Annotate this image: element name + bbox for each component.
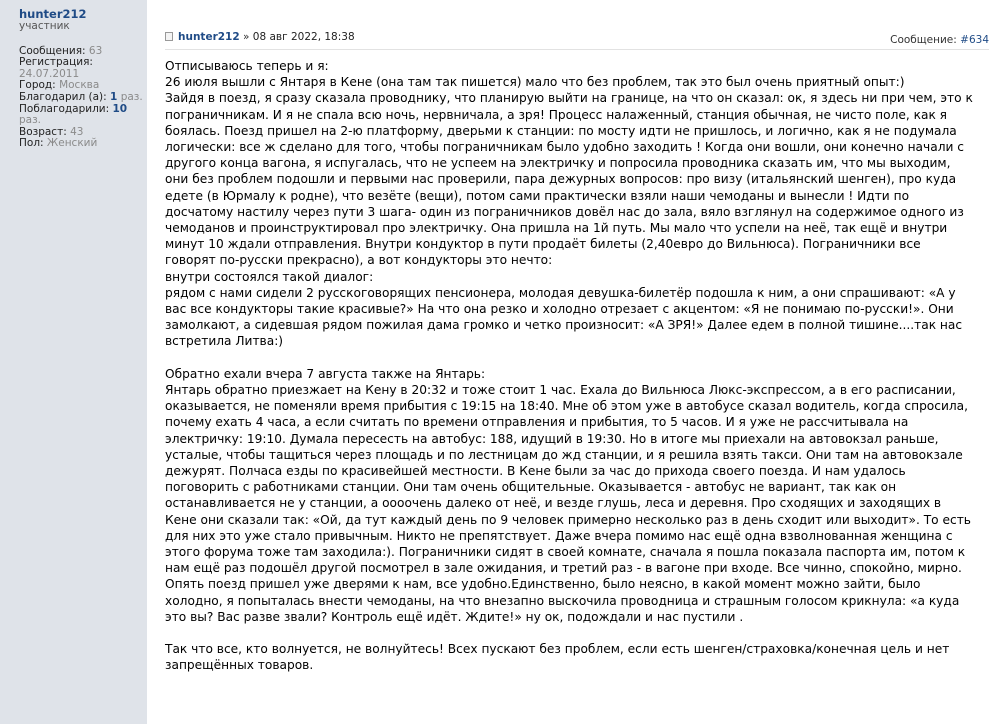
messages-label: Сообщения: <box>19 44 86 57</box>
thanked-label: Благодарил (а): <box>19 90 107 103</box>
post-paragraph: Так что все, кто волнуется, не волнуйтесь! Всех пускают без проблем, если есть шенген/страховка/конечная цель и нет запрещённых товаров. <box>165 642 950 673</box>
post-date: 08 авг 2022, 18:38 <box>252 31 355 43</box>
gender-value: Женский <box>46 137 98 150</box>
post-header <box>165 30 989 50</box>
author-rank: участник <box>19 20 70 32</box>
author-got-thanks <box>19 104 143 127</box>
thanked-unit: раз. <box>120 90 143 103</box>
post-body <box>147 0 1000 724</box>
paragraph-group-3 <box>165 641 975 673</box>
message-number-link[interactable]: #634 <box>960 34 989 46</box>
author-gender <box>19 138 143 150</box>
post-paragraph: Отписываюсь теперь и я: <box>165 59 329 73</box>
paragraph-group-2 <box>165 366 975 625</box>
author-registered <box>19 57 143 80</box>
post-author-link[interactable]: hunter212 <box>178 31 240 43</box>
messages-value: 63 <box>88 44 103 57</box>
age-label: Возраст: <box>19 125 67 138</box>
city-value: Москва <box>59 79 100 92</box>
post-content <box>165 58 975 674</box>
post-document-icon[interactable] <box>165 32 173 41</box>
post-number <box>890 34 989 47</box>
city-label: Город: <box>19 79 56 92</box>
meta-separator: » <box>243 31 250 43</box>
post-paragraph: 26 июля вышли с Янтаря в Кене (она там так пишется) мало что без проблем, так это был очень приятный опыт:) <box>165 75 905 90</box>
post-paragraph: Янтарь обратно приезжает на Кену в 20:32 и тоже стоит 1 час. Ехала до Вильнюса Люкс-экспрессом, а в его расписании, оказывается, не поменяли время прибытия с 19:15 на 18:40. Мне об этом уже в автобусе сказал водитель, когда спросила, почему ехать 4 часа, а если считать по времени отправления и прибытия, то 5 часов. И я уже не рассчитывала на электричку: 19:10. Думала пересесть на автобус: 188, идущий в 19:30. Но в итоге мы приехали на автовокзал раньше, усталые, чтобы тащиться через площадь и по лестницам до жд станции, и я решила взять такси. Они там на автовокзале дежурят. Полчаса езды по красивейшей местности. В Кене были за час до прихода своего поезда. И нам удалось поговорить с работниками станции. Они там очень общительные. Оказывается - автобус не вариант, так как он останавливается не у станции, а оооочень далеко от неё, и везде глушь, леса и деревня. Про сходящих и заходящих в Кене они сказали так: «Ой, да тут каждый день по 9 человек примерно несколько раз в день сходит или выходит». То есть для них это уже стало привычным. Никто не препятствует. Даже вчера помимо нас ещё одна взволнованная женщина с этого форума тоже там заходила:). Пограничники сидят в своей комнате, сначала я пошла показала паспорта им, потом к нам ещё раз подошёл другой посмотрел в зале ожидания, и третий раз - в вагоне при входе. Все чинно, спокойно, мирно. Опять поезд пришел уже дверями к нам, все удобно.Единственно, было неясно, в какой момент можно зайти, было холодно, я попыталась внести чемоданы, на что внезапно выскочила проводница и страшным голосом крикнула: «а куда это вы? Вас разве звали? Контроль ещё идёт. Ждите!» ну ок, подождали и нас пустили . <box>165 383 971 624</box>
age-value: 43 <box>70 125 84 138</box>
thanked-value-link[interactable]: 1 <box>110 90 118 103</box>
post-paragraph: Зайдя в поезд, я сразу сказала проводнику, что планирую выйти на границе, на что он сказал: ок, я здесь ни при чем, это к пограничникам. И я не спала всю ночь, нервничала, а зря! Процесс налаженный, станция обычная, не чисто поле, как я боялась. Поезд пришел на 2-ю платформу, дверьми к станции: по мосту идти не пришлось, и логично, как я не подумала логически: все ж сделано для того, чтобы пограничникам было удобно заходить ! Когда они вошли, они конечно начали с другого конца вагона, я испугалась, что не успеем на электричку и попросила проводника сказать им, что мы выходим, они без проблем подошли и первыми нас проверили, пара дежурных вопросов: про визу (итальянский шенген), про куда едете (в Юрмалу к родне), что везёте (вещи), потом сами практически взяли наши чемоданы и вынесли ! Идти по досчатому настилу через пути 3 шага- один из пограничников довёл нас до зала, вяло взглянул на содержимое одного из чемоданов и проинструктировал про электричку. Она пришла на 1й путь. Мы мало что успели на неё, так ещё и внутри минут 10 ждали отправления. Внутри кондуктор в пути продаёт билеты (2,40евро до Вильнюса). Пограничники все говорят по-русски прекрасно), а вот кондукторы это нечто: <box>165 91 973 268</box>
post-meta <box>165 31 355 44</box>
paragraph-group-1 <box>165 58 975 350</box>
got-thanks-value-link[interactable]: 10 <box>112 102 128 115</box>
post-paragraph: рядом с нами сидели 2 русскоговорящих пенсионера, молодая девушка-билетёр подошла к ним, а они спрашивают: «А у вас все кондукторы такие красивые?» На что она резко и холодно отрезает с акцентом: «Я не понимаю по-русски!». Они замолкают, а сидевшая рядом пожилая дама громко и четко произносит: «А ЗРЯ!» Далее едем в полной тишине....так нас встретила Литва:) <box>165 285 963 349</box>
message-label: Сообщение: <box>890 34 957 46</box>
post-paragraph: Обратно ехали вчера 7 августа также на Янтарь: <box>165 366 486 381</box>
registered-value: 24.07.2011 <box>19 67 80 80</box>
registered-label: Регистрация: <box>19 56 93 69</box>
author-name-link[interactable]: hunter212 <box>19 7 87 21</box>
post-paragraph: внутри состоялся такой диалог: <box>165 269 374 284</box>
gender-label: Пол: <box>19 137 44 150</box>
paragraph-spacer <box>165 350 975 366</box>
got-thanks-label: Поблагодарили: <box>19 102 110 115</box>
got-thanks-unit: раз. <box>19 114 42 127</box>
author-profile <box>0 0 147 724</box>
paragraph-spacer <box>165 625 975 641</box>
